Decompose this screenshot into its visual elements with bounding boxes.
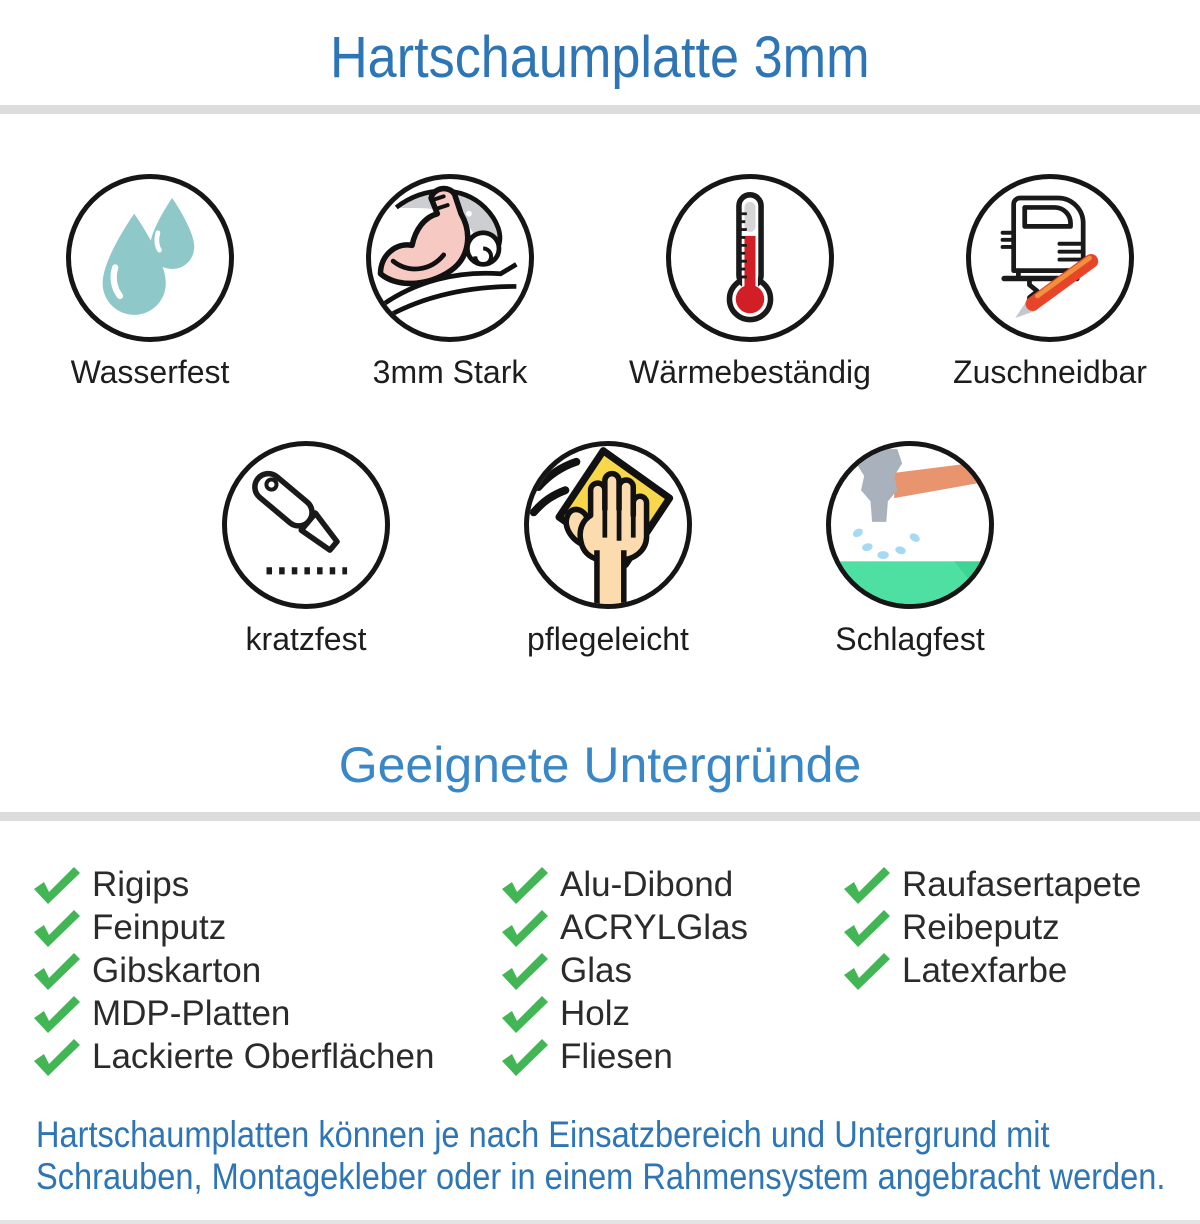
page	[0, 24, 1200, 1224]
check-icon	[840, 951, 892, 991]
check-icon	[30, 994, 82, 1034]
check-icon	[498, 1037, 550, 1077]
feature-pflegeleicht	[457, 441, 759, 658]
footer-line-2: Schrauben, Montagekleber oder in einem Rahmensystem angebracht werden.	[36, 1156, 1166, 1198]
check-icon	[30, 951, 82, 991]
substrate-label: Alu-Dibond	[560, 864, 734, 904]
utility-knife-icon	[222, 441, 390, 609]
feature-wasserfest	[0, 174, 300, 391]
feature-label: Wasserfest	[70, 354, 230, 390]
feature-label: pflegeleicht	[527, 621, 689, 657]
substrate-label: Gibskarton	[92, 950, 262, 990]
hammer-icon	[826, 441, 994, 609]
middle-divider	[0, 812, 1200, 821]
list-item	[840, 949, 1200, 992]
feature-schlagfest	[759, 441, 1061, 658]
feature-kratzfest	[155, 441, 457, 658]
list-item	[498, 1035, 840, 1078]
thermometer-icon	[666, 174, 834, 342]
substrates-title: Geeignete Untergründe	[338, 737, 862, 793]
feature-label: kratzfest	[245, 621, 367, 657]
substrates-column-2	[498, 863, 840, 1078]
top-divider	[0, 105, 1200, 114]
water-drops-icon	[66, 174, 234, 342]
page-title: Hartschaumplatte 3mm	[330, 25, 870, 90]
substrate-label: MDP-Platten	[92, 993, 291, 1033]
list-item	[30, 992, 498, 1035]
check-icon	[498, 865, 550, 905]
feature-3mm-stark	[300, 174, 600, 391]
substrate-label: Feinputz	[92, 907, 227, 947]
check-icon	[498, 951, 550, 991]
substrates-column-3	[840, 863, 1200, 1078]
list-item	[840, 906, 1200, 949]
substrate-label: Raufasertapete	[902, 864, 1142, 904]
list-item	[498, 863, 840, 906]
bottom-divider	[0, 1220, 1200, 1224]
check-icon	[30, 908, 82, 948]
feature-zuschneidbar	[900, 174, 1200, 391]
feature-label: Wärmebeständig	[629, 354, 871, 390]
substrate-label: Glas	[560, 950, 632, 990]
check-icon	[840, 865, 892, 905]
jigsaw-icon	[966, 174, 1134, 342]
list-item	[498, 906, 840, 949]
list-item	[498, 949, 840, 992]
feature-label: Zuschneidbar	[953, 354, 1147, 390]
substrate-label: Latexfarbe	[902, 950, 1068, 990]
muscle-arm-icon	[366, 174, 534, 342]
check-icon	[840, 908, 892, 948]
feature-label: 3mm Stark	[372, 354, 528, 390]
cleaning-hand-icon	[524, 441, 692, 609]
check-icon	[498, 994, 550, 1034]
feature-waermebestaendig	[600, 174, 900, 391]
list-item	[30, 949, 498, 992]
substrate-label: Fliesen	[560, 1036, 673, 1076]
check-icon	[30, 1037, 82, 1077]
list-item	[30, 863, 498, 906]
list-item	[498, 992, 840, 1035]
substrate-label: Rigips	[92, 864, 190, 904]
check-icon	[30, 865, 82, 905]
substrates-column-1	[30, 863, 498, 1078]
list-item	[30, 1035, 498, 1078]
footer-line-1: Hartschaumplatten können je nach Einsatzbereich und Untergrund mit	[36, 1114, 1050, 1155]
feature-label: Schlagfest	[835, 621, 985, 657]
substrate-label: ACRYLGlas	[560, 907, 749, 947]
substrates-list	[0, 863, 1200, 1078]
features-row-1	[0, 174, 1200, 391]
list-item	[840, 863, 1200, 906]
substrate-label: Holz	[560, 993, 631, 1033]
check-icon	[498, 908, 550, 948]
substrate-label: Lackierte Oberflächen	[92, 1036, 435, 1076]
features-row-2	[0, 441, 1200, 658]
footer-note	[36, 1114, 1200, 1198]
substrate-label: Reibeputz	[902, 907, 1060, 947]
list-item	[30, 906, 498, 949]
